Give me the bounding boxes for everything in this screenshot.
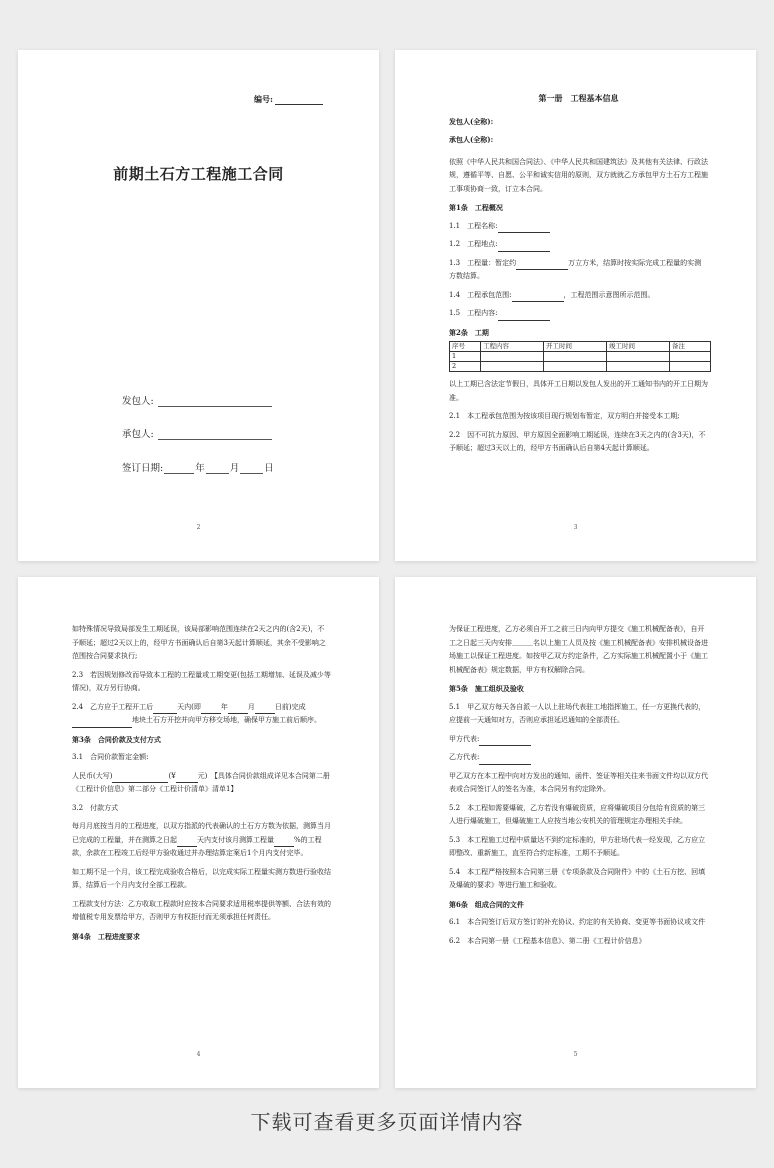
- header-cell: 开工时间: [544, 342, 607, 352]
- party-a-fullname: 发包人(全称):: [449, 116, 494, 126]
- table-cell: [544, 362, 607, 372]
- page-number: 3: [573, 524, 578, 531]
- schedule-table: [449, 341, 711, 372]
- page-number: 4: [196, 1051, 201, 1058]
- article-2-title: 第2条 工期: [449, 327, 489, 337]
- code-blank: [275, 96, 323, 105]
- schedule-note: 以上工期已含法定节假日，具体开工日期以发包人发出的开工通知书内的开工日期为准。: [449, 380, 708, 402]
- party-a-signature: [122, 393, 272, 407]
- party-b-representative: 乙方代表:: [449, 751, 708, 765]
- clause-1-1: 1.1 工程名称:: [449, 220, 708, 234]
- year-label: 年: [195, 463, 205, 474]
- code-label: 编号:: [254, 94, 273, 104]
- clause-1-4: 1.4 工程承包范围: ，工程范围示意图所示范围。: [449, 289, 708, 303]
- header-cell: 备注: [670, 342, 711, 352]
- article-5-title: 第5条 施工组织及验收: [449, 684, 524, 693]
- month-label: 月: [229, 463, 240, 474]
- basic-info-page: [395, 50, 756, 561]
- clause-3-1: 3.1 合同价款暂定金额:: [72, 753, 149, 761]
- party-b-label: 承包人:: [122, 429, 154, 440]
- contract-code: [254, 94, 323, 105]
- payment-method: 工程款支付方法：乙方收取工程款时应按本合同要求适用税率提供等额、合法有效的增值税专用发票给甲方，否则甲方有权拒付而无须承担任何责任。: [72, 899, 331, 921]
- intro-paragraph: 依照《中华人民共和国合同法》、《中华人民共和国建筑法》及其他有关法律、行政法规，遵循平等、自愿、公平和诚实信用的原则，双方就就乙方承包甲方土石方工程施工事项协商一致，订立本合同。: [449, 157, 708, 193]
- table-row: [450, 352, 711, 362]
- table-cell: [544, 352, 607, 362]
- party-a-blank: [158, 396, 272, 407]
- table-cell: [481, 362, 544, 372]
- volume-title: 第一册 工程基本信息: [538, 93, 619, 103]
- notice-paragraph: 甲乙双方在本工程中向对方发出的通知、函件、签证等相关往来书面文件均以双方代表或合同签订人的签名为准，本合同另有约定除外。: [449, 771, 708, 793]
- clause-6-2: 6.2 本合同第一册《工程基本信息》、第二册《工程计价信息》: [449, 936, 646, 945]
- clause-5-3: 5.3 本工程施工过程中质量达不到约定标准的，甲方驻场代表一经发现，乙方应立即整改、重新施工，直至符合约定标准，工期不予顺延。: [449, 835, 706, 857]
- table-cell: [481, 352, 544, 362]
- payment-monthly: 每月月底按当月的工程进度，以双方指派的代表确认的土石方方数为依据，测算当月已完成的工程量，并在测算之日起 天内支付该月测算工程量 %的工程款，余款在工程竣工后经甲方验收通过并办理结算定案后1个月内支付完毕。: [72, 822, 331, 857]
- contract-page-4: [18, 577, 379, 1088]
- clause-6-1: 6.1 本合同签订后双方签订的补充协议、约定的有关协商、变更等书面协议或文件: [449, 918, 706, 926]
- clause-2-4: 2.4 乙方应于工程开工后 天内(即 年 月 日前)完成地块土石方开挖并向甲方移交场地，确保甲方施工前后顺序。: [72, 701, 331, 728]
- clause-1-5: 1.5 工程内容:: [449, 307, 708, 321]
- article-3-title: 第3条 合同价款及支付方式: [72, 734, 161, 744]
- clause-2-3: 2.3 若因规划修改而导致本工程的工程量或工期变更(包括工期增加、延误及减少等情况)，双方另行协商。: [72, 670, 331, 692]
- sign-date: [122, 460, 274, 474]
- contract-page-5: [395, 577, 756, 1088]
- table-cell: [607, 362, 670, 372]
- table-row: [450, 362, 711, 372]
- party-a-label: 发包人:: [122, 396, 154, 407]
- clause-1-3: 1.3 工程量：暂定约 万立方米，结算时按实际完成工程量的实测方数结算。: [449, 258, 702, 280]
- header-cell: 工程内容: [481, 342, 544, 352]
- page-number: 5: [573, 1051, 578, 1058]
- day-label: 日: [264, 463, 274, 474]
- table-cell: 2: [450, 362, 481, 372]
- payment-short-term: 如工期不足一个月，该工程完成验收合格后，以完成实际工程量实测方数进行验收结算，结算后一个月内支付全部工程款。: [72, 867, 331, 889]
- article-6-title: 第6条 组成合同的文件: [449, 899, 524, 909]
- year-blank: [164, 463, 194, 474]
- party-b-signature: [122, 426, 272, 440]
- header-cell: 序号: [450, 342, 481, 352]
- contract-amount: 人民币(大写) (¥ 元) 【具体合同价款组成详见本合同第二册《工程计价信息》第二部分《工程计价清单》清单1】: [72, 771, 330, 793]
- clause-3-2: 3.2 付款方式: [72, 803, 119, 812]
- contract-title: 前期土石方工程施工合同: [113, 165, 284, 183]
- party-a-representative: 甲方代表:: [449, 733, 708, 747]
- article-4-title: 第4条 工程进度要求: [72, 931, 140, 941]
- clause-5-4: 5.4 本工程严格按照本合同第三册《专项条款及合同附件》中的《土石方挖、回填及爆破的要求》等进行施工和验收。: [449, 867, 706, 889]
- clause-2-2: 2.2 因不可抗力原因、甲方原因全面影响工期延误，连续在3天之内的(含3天)，不予顺延；超过3天以上的，经甲方书面确认后自第4天起计算顺延。: [449, 430, 706, 452]
- table-cell: [607, 352, 670, 362]
- day-blank: [240, 463, 263, 474]
- download-more-caption: 下载可查看更多页面详情内容: [250, 1110, 524, 1134]
- clause-5-1: 5.1 甲乙双方每天各自派一人以上驻场代表驻工地指挥施工，任一方更换代表的，应提前一天通知对方，否则应承担延迟通知的全部责任。: [449, 702, 706, 724]
- party-b-fullname: 承包人(全称):: [449, 135, 494, 144]
- table-cell: [670, 352, 711, 362]
- table-cell: [670, 362, 711, 372]
- clause-1-2: 1.2 工程地点:: [449, 238, 708, 252]
- cover-page: [18, 50, 379, 561]
- header-cell: 竣工时间: [607, 342, 670, 352]
- clause-2-1: 2.1 本工程承包范围为按该项目现行规划布暂定，双方明白并接受本工期;: [449, 412, 680, 420]
- table-cell: 1: [450, 352, 481, 362]
- page-number: 2: [196, 524, 201, 531]
- article-1-title: 第1条 工程概况: [449, 203, 503, 212]
- month-blank: [206, 463, 229, 474]
- party-b-blank: [158, 429, 272, 440]
- table-header-row: [450, 342, 711, 352]
- progress-paragraph: 为保证工程进度，乙方必须自开工之前三日内向甲方提交《施工机械配备表》，自开工之日起三天内安排＿＿＿名以上施工人员及按《施工机械配备表》安排机械设备进场施工以保证工程进度。如按甲乙双方约定条件，乙方实际施工机械配置小于《施工机械配备表》规定数据，甲方有权解除合同。: [449, 625, 708, 674]
- sign-date-label: 签订日期:: [122, 463, 164, 474]
- clause-5-2: 5.2 本工程如需要爆破，乙方若没有爆破资质，应将爆破项目分包给有资质的第三人进行爆破施工，但爆破施工人应按当地公安机关的管理规定办理相关手续。: [449, 803, 706, 825]
- delay-paragraph: 如特殊情况导致局部发生工期延误，该局部影响范围连续在2天之内的(含2天)，不予顺延；超过2天以上的，经甲方书面确认后自第3天起计算顺延，其余不受影响之范围按合同要求执行;: [72, 625, 326, 660]
